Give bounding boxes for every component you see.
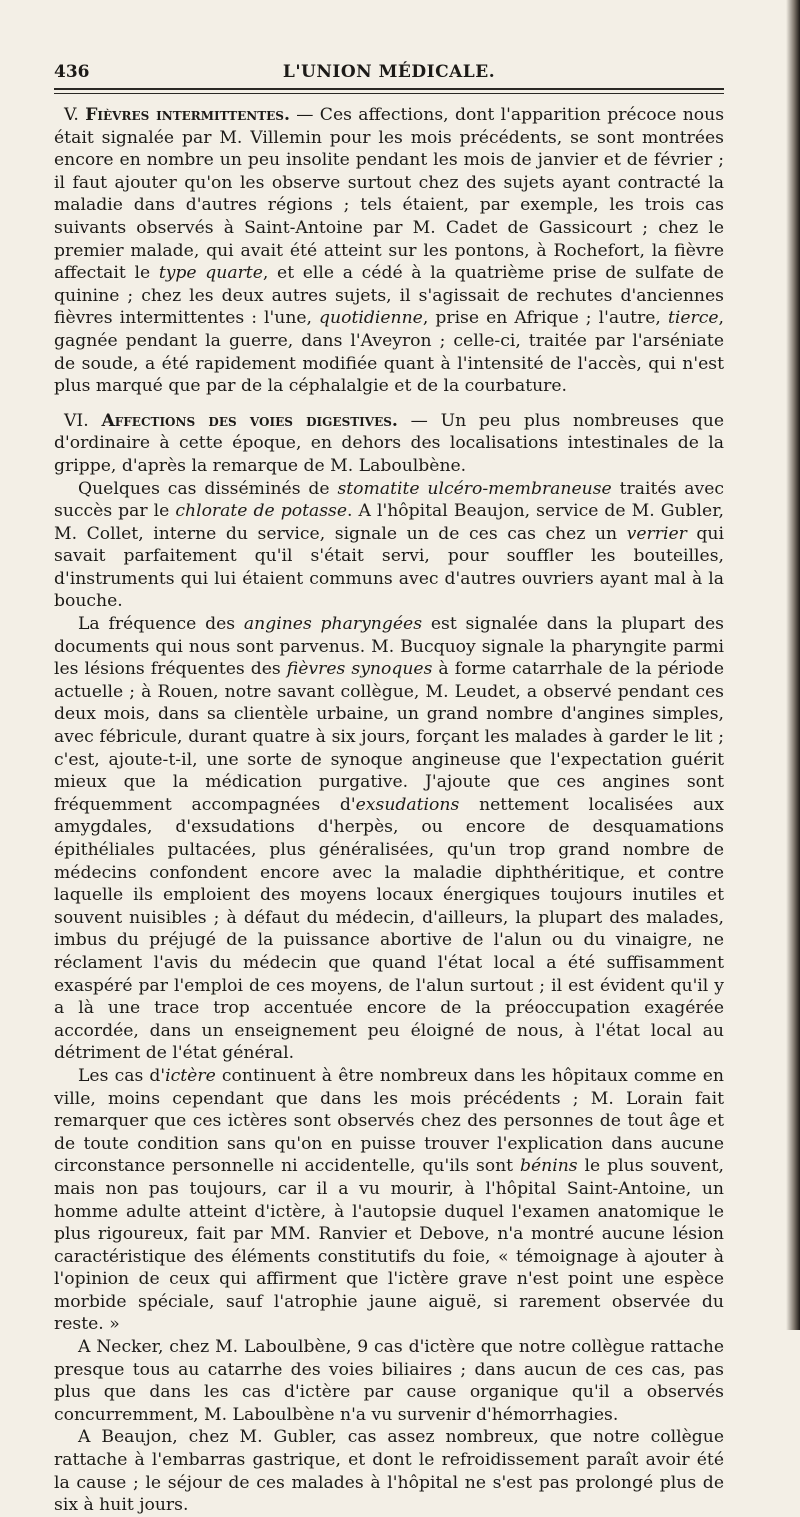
italic-term: fièvres synoques [286,659,433,680]
paragraph-text: A Beaujon, chez M. Gubler, cas assez nombreux, que notre collègue rattache à l'embarras gastrique, et dont le refroidissement paraît avoir été la cause ; le séjour de ces malades à l'hôpital ne s'est pas prolongé plus de six à huit jours. [54,1427,724,1516]
paragraph-text: — Un peu plus nombreuses que d'ordinaire à cette époque, en dehors des localisations intestinales de la grippe, d'après la remarque de M. Laboulbène. [54,410,725,476]
paragraph-text: A Necker, chez M. Laboulbène, 9 cas d'ictère que notre collègue rattache presque tous au catarrhe des voies biliaires ; dans aucun de ces cas, pas plus que dans les cas d'ictère par cause organique qu'il a observés concurremment, M. Laboulbène n'a vu survenir d'hémorrhagies. [54,1337,724,1425]
italic-term: ictère [165,1065,216,1086]
section-heading: Fièvres intermittentes. [85,105,290,125]
paragraph-text: , et elle a cédé à la quatrième prise de sulfate de quinine ; chez les deux autres sujets, il s'agissait de rechutes d'anciennes fièvres intermittentes : l'une, [54,263,724,329]
paragraph-angines [54,613,724,1065]
header-rule [54,93,724,94]
paragraph-text: nettement localisées aux amygdales, d'exsudations d'herpès, ou encore de desquamations épithéliales pultacées, plus généralisées, qu'un trop grand nombre de médecins confondent encore avec la maladie diphthéritique, et contre laquelle ils emploient des moyens locaux énergiques toujours inutiles et souvent nuisibles ; à défaut du médecin, d'ailleurs, la plupart des malades, imbus du préjugé de la puissance abortive de l'alun ou du vinaigre, ne réclament l'avis du médecin que quand l'état local a été suffisamment exaspéré par l'emploi de ces moyens, de l'alun surtout ; il est évident qu'il y a là une trace trop accentuée encore de la préoccupation exagérée accordée, dans un enseignement peu éloigné de nous, à l'état local au détriment de l'état général. [54,794,724,1064]
page-number: 436 [54,62,90,82]
paragraph-text: Quelques cas disséminés de [78,478,338,499]
running-header [54,58,724,90]
paragraph-necker [54,1336,724,1426]
italic-term: exsudations [355,794,460,815]
paragraph-text: est signalée dans la plupart des documents qui nous sont parvenus. M. Bucquoy signale la pharyngite parmi les lésions fréquentes des [54,614,724,680]
paragraph-text: , prise en Afrique ; l'autre, [422,308,668,329]
section-fievres-intermittentes [54,104,724,398]
paragraph-text: — Ces affections, dont l'apparition précoce nous était signalée par M. Villemin pour les mois précédents, se sont montrées encore en nombre un peu insolite pendant les mois de janvier et de février ; il faut ajouter qu'on les observe surtout chez des sujets ayant contracté la maladie dans d'autres régions ; tels étaient, par exemple, les trois cas suivants observés à Saint-Antoine par M. Cadet de Gassicourt ; chez le premier malade, qui avait été atteint sur les pontons, à Rochefort, la fièvre affectait le [54,105,725,284]
section-heading: Affections des voies digestives. [101,410,398,431]
italic-term: type quarte [158,263,263,284]
italic-term: verrier [626,523,687,544]
italic-term: bénins [520,1156,578,1177]
spacer [54,398,724,410]
page-edge-shadow [786,0,800,1330]
paragraph-text: traités avec succès par le [54,478,725,522]
paragraph-text: à forme catarrhale de la période actuelle ; à Rouen, notre savant collègue, M. Leudet, a observé pendant ces deux mois, dans sa clientèle urbaine, un grand nombre d'angines simples, avec fébricule, durant quatre à six jours, forçant les malades à garder le lit ; c'est, ajoute-t-il, une sorte de synoque angineuse que l'expectation guérit mieux que la médication purgative. J'ajoute que ces angines sont fréquemment accompagnées d' [54,659,724,815]
paragraph-ictere [54,1065,724,1336]
paragraph-text: qui savait parfaitement qu'il s'était servi, pour souffler les bouteilles, d'instruments qui lui étaient communs avec d'autres ouvriers ayant mal à la bouche. [54,523,724,612]
italic-term: tierce [667,308,719,329]
section-affections-voies-digestives [54,410,724,478]
paragraph-text: . A l'hôpital Beaujon, service de M. Gubler, M. Collet, interne du service, signale un de ces cas chez un [54,501,725,544]
paragraph-text: , gagnée pendant la guerre, dans l'Aveyron ; celle-ci, traitée par l'arséniate de soude, a été rapidement modifiée quant à l'intensité de l'accès, qui n'est plus marqué que par de la céphalalgie et de la courbature. [54,308,724,397]
paragraph-text: Les cas d' [78,1065,166,1086]
italic-term: stomatite ulcéro-membraneuse [337,478,612,499]
italic-term: chlorate de potasse [175,501,348,522]
italic-term: quotidienne [319,308,423,329]
paragraph-stomatite [54,478,724,614]
paragraph-text: La fréquence des [78,614,244,635]
page [54,58,724,1517]
article-body [54,104,724,1517]
section-number: VI. [64,410,89,431]
section-number: V. [64,105,79,125]
italic-term: angines pharyngées [243,614,423,635]
paragraph-text: continuent à être nombreux dans les hôpitaux comme en ville, moins cependant que dans les mois précédents ; M. Lorain fait remarquer que ces ictères sont observés chez des personnes de tout âge et de toute condition sans qu'on en puisse trouver l'explication dans aucune circonstance personnelle ni accidentelle, qu'ils sont [54,1065,724,1177]
journal-title: L'UNION MÉDICALE. [282,62,496,82]
paragraph-beaujon [54,1426,724,1516]
paragraph-text: le plus souvent, mais non pas toujours, car il a vu mourir, à l'hôpital Saint-Antoine, un homme adulte atteint d'ictère, à l'autopsie duquel l'examen anatomique le plus rigoureux, fait par MM. Ranvier et Debove, n'a montré aucune lésion caractéristique des éléments constitutifs du foie, « témoignage à ajouter à l'opinion de ceux qui affirment que l'ictère grave n'est point une espèce morbide spéciale, sauf l'atrophie jaune aiguë, si rarement observée du reste. » [54,1156,724,1335]
